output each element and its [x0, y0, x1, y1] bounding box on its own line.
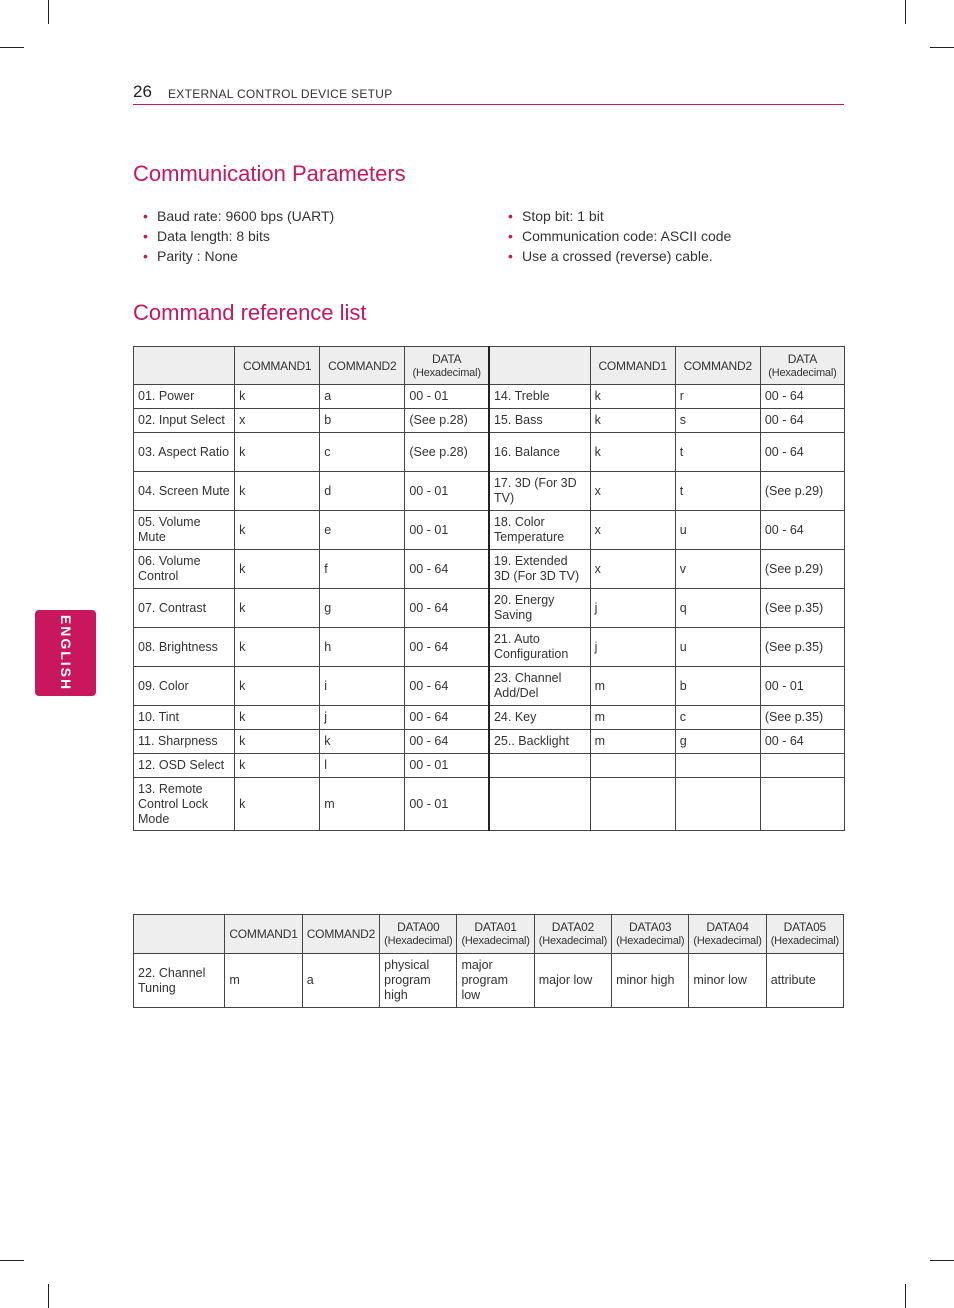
table-cell: 00 - 64	[405, 730, 489, 754]
table-cell: j	[590, 628, 675, 667]
crop-mark	[0, 1260, 24, 1261]
table-cell: 00 - 64	[760, 385, 844, 409]
table-cell: 16. Balance	[489, 433, 590, 472]
list-item: • Parity : None	[143, 248, 238, 264]
table-cell: 00 - 64	[760, 433, 844, 472]
table-cell: k	[235, 730, 320, 754]
crop-mark	[930, 47, 954, 48]
table-cell: t	[675, 472, 760, 511]
header-data01: DATA01 (Hexadecimal)	[457, 915, 534, 954]
table-cell: 02. Input Select	[134, 409, 235, 433]
table-cell: 00 - 01	[405, 511, 489, 550]
table-cell	[489, 778, 590, 831]
command-list-heading: Command reference list	[133, 300, 367, 325]
table-cell: x	[590, 550, 675, 589]
table-cell: b	[320, 409, 405, 433]
table-cell: 08. Brightness	[134, 628, 235, 667]
table-cell: 03. Aspect Ratio	[134, 433, 235, 472]
table-cell: g	[320, 589, 405, 628]
table-row	[134, 433, 845, 472]
table-row	[134, 754, 845, 778]
table-cell	[760, 754, 844, 778]
table-cell: 13. Remote Control Lock Mode	[134, 778, 235, 831]
table-cell: m	[590, 667, 675, 706]
table-cell: 25.. Backlight	[489, 730, 590, 754]
page-number: 26	[133, 82, 152, 101]
table-cell: m	[590, 706, 675, 730]
table-cell: attribute	[766, 954, 843, 1008]
table-cell: 00 - 01	[405, 778, 489, 831]
list-item: • Communication code: ASCII code	[508, 228, 732, 244]
table-cell: 04. Screen Mute	[134, 472, 235, 511]
table-cell: 09. Color	[134, 667, 235, 706]
crop-mark	[48, 0, 49, 24]
table-cell	[590, 778, 675, 831]
header-command1: COMMAND1	[225, 915, 302, 954]
table-row	[134, 706, 845, 730]
table-cell: 00 - 01	[760, 667, 844, 706]
header-cell	[134, 347, 235, 385]
table-cell: 00 - 64	[405, 550, 489, 589]
table-cell: m	[225, 954, 302, 1008]
header-data: DATA (Hexadecimal)	[405, 347, 489, 385]
table-cell: i	[320, 667, 405, 706]
table-cell	[489, 754, 590, 778]
table-cell: 11. Sharpness	[134, 730, 235, 754]
table-cell: 00 - 01	[405, 385, 489, 409]
table-cell: s	[675, 409, 760, 433]
language-tab	[35, 610, 96, 696]
table-cell: t	[675, 433, 760, 472]
table-cell: m	[320, 778, 405, 831]
table-cell: 07. Contrast	[134, 589, 235, 628]
section-title: EXTERNAL CONTROL DEVICE SETUP	[168, 87, 393, 101]
table-cell: 19. Extended 3D (For 3D TV)	[489, 550, 590, 589]
list-item: • Baud rate: 9600 bps (UART)	[143, 208, 335, 224]
table-cell: k	[590, 409, 675, 433]
crop-mark	[905, 1284, 906, 1308]
table-cell: (See p.29)	[760, 550, 844, 589]
table-row	[134, 511, 845, 550]
table-cell: c	[675, 706, 760, 730]
table-cell: k	[235, 589, 320, 628]
table-row	[134, 472, 845, 511]
table-cell: l	[320, 754, 405, 778]
table-cell: 00 - 64	[405, 667, 489, 706]
crop-mark	[0, 47, 24, 48]
table-cell: k	[235, 754, 320, 778]
bullet-icon: •	[508, 208, 513, 224]
header-command1: COMMAND1	[235, 347, 320, 385]
table-cell: u	[675, 511, 760, 550]
header-data02: DATA02 (Hexadecimal)	[534, 915, 611, 954]
list-item: • Use a crossed (reverse) cable.	[508, 248, 713, 264]
table-cell: b	[675, 667, 760, 706]
header-command2: COMMAND2	[302, 915, 379, 954]
table-cell: (See p.28)	[405, 409, 489, 433]
bullet-icon: •	[508, 228, 513, 244]
table-cell: x	[235, 409, 320, 433]
header-command1: COMMAND1	[590, 347, 675, 385]
list-item: • Data length: 8 bits	[143, 228, 270, 244]
table-cell: major low	[534, 954, 611, 1008]
table-cell: k	[590, 433, 675, 472]
header-data00: DATA00 (Hexadecimal)	[380, 915, 457, 954]
table-cell: k	[235, 778, 320, 831]
table-header-row	[134, 347, 845, 385]
table-cell: k	[235, 385, 320, 409]
table-cell: (See p.28)	[405, 433, 489, 472]
table-row	[134, 778, 845, 831]
table-header-row	[134, 915, 844, 954]
table-cell: h	[320, 628, 405, 667]
header-data04: DATA04 (Hexadecimal)	[689, 915, 766, 954]
table-cell	[760, 778, 844, 831]
table-cell: (See p.35)	[760, 628, 844, 667]
header-cell	[489, 347, 590, 385]
table-cell: j	[320, 706, 405, 730]
command-table-body	[134, 385, 845, 831]
crop-mark	[905, 0, 906, 24]
table-cell: 00 - 01	[405, 754, 489, 778]
table-cell: v	[675, 550, 760, 589]
table-cell: 00 - 64	[760, 511, 844, 550]
table-row	[134, 550, 845, 589]
table-cell: 06. Volume Control	[134, 550, 235, 589]
table-cell: 14. Treble	[489, 385, 590, 409]
table-cell: k	[590, 385, 675, 409]
table-row	[134, 409, 845, 433]
table-cell: 12. OSD Select	[134, 754, 235, 778]
channel-tuning-table	[133, 914, 844, 1008]
table-cell: k	[235, 667, 320, 706]
bullet-icon: •	[508, 248, 513, 264]
table-cell	[590, 754, 675, 778]
table-cell: 00 - 64	[760, 730, 844, 754]
table-cell: r	[675, 385, 760, 409]
table-cell	[675, 754, 760, 778]
table-cell: k	[235, 628, 320, 667]
table-cell: m	[590, 730, 675, 754]
table-cell: q	[675, 589, 760, 628]
table-cell: 22. Channel Tuning	[134, 954, 225, 1008]
table-cell: g	[675, 730, 760, 754]
table-cell: x	[590, 472, 675, 511]
table-cell: major program low	[457, 954, 534, 1008]
table-cell: (See p.29)	[760, 472, 844, 511]
table-cell: d	[320, 472, 405, 511]
table-cell: 05. Volume Mute	[134, 511, 235, 550]
table-row	[134, 628, 845, 667]
table-cell: u	[675, 628, 760, 667]
crop-mark	[930, 1260, 954, 1261]
table-cell: k	[235, 706, 320, 730]
table-row	[134, 730, 845, 754]
table-cell: x	[590, 511, 675, 550]
header-command2: COMMAND2	[320, 347, 405, 385]
table-cell: k	[320, 730, 405, 754]
table-cell: 21. Auto Configuration	[489, 628, 590, 667]
table-row	[134, 589, 845, 628]
table-cell: minor high	[612, 954, 689, 1008]
table-cell: (See p.35)	[760, 706, 844, 730]
table-cell: 24. Key	[489, 706, 590, 730]
table-cell: 00 - 64	[405, 628, 489, 667]
table-cell: a	[320, 385, 405, 409]
bullet-icon: •	[143, 248, 148, 264]
table-cell: f	[320, 550, 405, 589]
table-cell: c	[320, 433, 405, 472]
table-cell: a	[302, 954, 379, 1008]
language-label: ENGLISH	[57, 614, 74, 692]
comm-params-heading: Communication Parameters	[133, 161, 406, 186]
table-cell: 00 - 01	[405, 472, 489, 511]
table-cell: 00 - 64	[405, 589, 489, 628]
table-cell: 20. Energy Saving	[489, 589, 590, 628]
header-data05: DATA05 (Hexadecimal)	[766, 915, 843, 954]
table-cell: 17. 3D (For 3D TV)	[489, 472, 590, 511]
table-row	[134, 385, 845, 409]
header-data: DATA (Hexadecimal)	[760, 347, 844, 385]
bullet-icon: •	[143, 228, 148, 244]
table-cell: e	[320, 511, 405, 550]
table-cell: 15. Bass	[489, 409, 590, 433]
header-command2: COMMAND2	[675, 347, 760, 385]
header-data03: DATA03 (Hexadecimal)	[612, 915, 689, 954]
comm-params-left-list	[133, 206, 493, 266]
table-cell: j	[590, 589, 675, 628]
table-cell	[675, 778, 760, 831]
table-cell: 23. Channel Add/Del	[489, 667, 590, 706]
table-cell: 00 - 64	[760, 409, 844, 433]
command-reference-table	[133, 346, 845, 831]
table-cell: k	[235, 511, 320, 550]
list-item: • Stop bit: 1 bit	[508, 208, 604, 224]
table-cell: 00 - 64	[405, 706, 489, 730]
table-row	[134, 667, 845, 706]
table-cell: k	[235, 433, 320, 472]
table-cell: 18. Color Temperature	[489, 511, 590, 550]
table-row	[134, 954, 844, 1008]
crop-mark	[48, 1284, 49, 1308]
table-cell: (See p.35)	[760, 589, 844, 628]
header-cell	[134, 915, 225, 954]
comm-params-right-list	[498, 206, 838, 266]
table-cell: k	[235, 550, 320, 589]
table-cell: physical program high	[380, 954, 457, 1008]
table-cell: k	[235, 472, 320, 511]
bullet-icon: •	[143, 208, 148, 224]
table-cell: 01. Power	[134, 385, 235, 409]
table-cell: 10. Tint	[134, 706, 235, 730]
page-header	[133, 82, 844, 105]
table-cell: minor low	[689, 954, 766, 1008]
